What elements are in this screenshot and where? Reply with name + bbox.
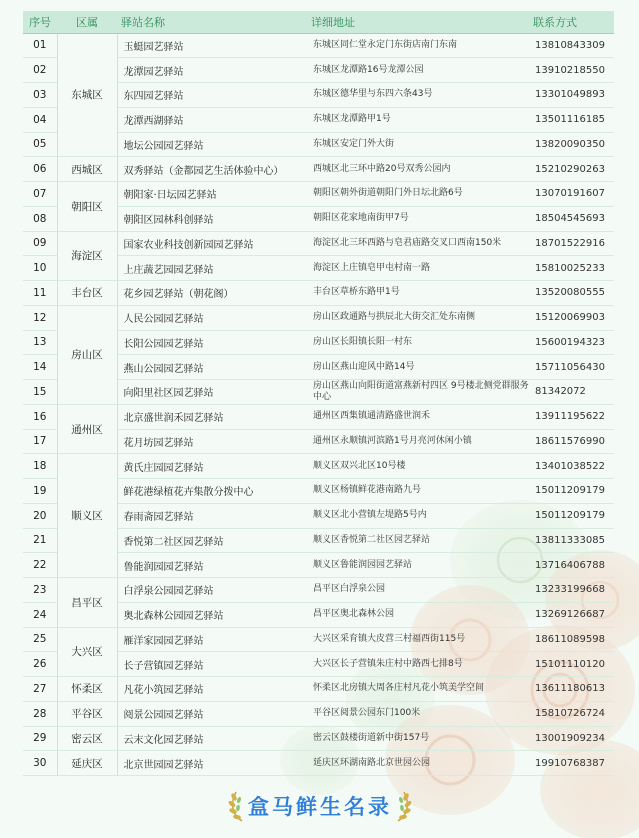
table-row xyxy=(23,305,614,330)
station-phone: 15600194323 xyxy=(529,330,614,355)
station-phone: 15810726724 xyxy=(529,701,614,726)
table-row xyxy=(23,182,614,207)
row-number: 26 xyxy=(23,652,57,677)
table-row xyxy=(23,578,614,603)
station-address: 东城区龙潭路16号龙潭公园 xyxy=(307,58,529,83)
station-phone: 18611576990 xyxy=(529,429,614,454)
row-number: 09 xyxy=(23,231,57,256)
station-name: 阅景公园园艺驿站 xyxy=(117,701,307,726)
station-name: 向阳里社区园艺驿站 xyxy=(117,380,307,405)
district-cell: 西城区 xyxy=(57,157,117,182)
row-number: 22 xyxy=(23,553,57,578)
station-name: 龙潭园艺驿站 xyxy=(117,58,307,83)
station-table-container xyxy=(23,11,614,776)
station-name: 东四园艺驿站 xyxy=(117,83,307,108)
station-address: 通州区西集镇通清路盛世润禾 xyxy=(307,404,529,429)
station-phone: 18701522916 xyxy=(529,231,614,256)
table-header-row xyxy=(23,11,614,33)
station-name: 雁洋家园园艺驿站 xyxy=(117,627,307,652)
station-phone: 13233199668 xyxy=(529,578,614,603)
district-cell: 朝阳区 xyxy=(57,182,117,232)
station-address: 顺义区鲁能润园园艺驿站 xyxy=(307,553,529,578)
table-row xyxy=(23,677,614,702)
station-name: 国家农业科技创新园园艺驿站 xyxy=(117,231,307,256)
station-phone: 13820090350 xyxy=(529,132,614,157)
station-phone: 13501116185 xyxy=(529,107,614,132)
header-name: 驿站名称 xyxy=(117,11,307,33)
station-phone: 13910218550 xyxy=(529,58,614,83)
row-number: 04 xyxy=(23,107,57,132)
station-name: 长阳公园园艺驿站 xyxy=(117,330,307,355)
row-number: 20 xyxy=(23,503,57,528)
station-address: 东城区同仁堂永定门东街店南门东南 xyxy=(307,33,529,58)
station-name: 春雨斋园艺驿站 xyxy=(117,503,307,528)
district-cell: 怀柔区 xyxy=(57,677,117,702)
table-row xyxy=(23,231,614,256)
row-number: 19 xyxy=(23,479,57,504)
station-phone: 15011209179 xyxy=(529,503,614,528)
table-row xyxy=(23,726,614,751)
station-phone: 18611089598 xyxy=(529,627,614,652)
station-address: 海淀区上庄镇皂甲屯村南一路 xyxy=(307,256,529,281)
footer-title-banner xyxy=(200,786,440,826)
station-address: 房山区燕山向阳街道富燕新村四区 9号楼北侧党群服务中心 xyxy=(307,380,529,405)
station-address: 顺义区双兴北区10号楼 xyxy=(307,454,529,479)
station-name: 燕山公园园艺驿站 xyxy=(117,355,307,380)
station-address: 平谷区阅景公园东门100米 xyxy=(307,701,529,726)
station-name: 花月坊园艺驿站 xyxy=(117,429,307,454)
station-phone: 13001909234 xyxy=(529,726,614,751)
station-phone: 13401038522 xyxy=(529,454,614,479)
table-row xyxy=(23,751,614,776)
station-name: 地坛公园园艺驿站 xyxy=(117,132,307,157)
station-name: 奥北森林公园园艺驿站 xyxy=(117,602,307,627)
station-name: 人民公园园艺驿站 xyxy=(117,305,307,330)
station-address: 怀柔区北房镇大周各庄村凡花小筑美学空间 xyxy=(307,677,529,702)
station-phone: 18504545693 xyxy=(529,206,614,231)
row-number: 08 xyxy=(23,206,57,231)
station-name: 云末文化园艺驿站 xyxy=(117,726,307,751)
station-address: 大兴区长子营镇朱庄村中路西七排8号 xyxy=(307,652,529,677)
station-phone: 13301049893 xyxy=(529,83,614,108)
row-number: 02 xyxy=(23,58,57,83)
row-number: 15 xyxy=(23,380,57,405)
station-phone: 15210290263 xyxy=(529,157,614,182)
row-number: 03 xyxy=(23,83,57,108)
table-row xyxy=(23,454,614,479)
station-address: 密云区鼓楼街道新中街157号 xyxy=(307,726,529,751)
row-number: 06 xyxy=(23,157,57,182)
table-row xyxy=(23,627,614,652)
district-cell: 通州区 xyxy=(57,404,117,454)
station-name: 玉蜓园艺驿站 xyxy=(117,33,307,58)
station-address: 东城区龙潭路甲1号 xyxy=(307,107,529,132)
station-address: 东城区安定门外大街 xyxy=(307,132,529,157)
station-name: 香悦第二社区园艺驿站 xyxy=(117,528,307,553)
station-name: 鲜花港绿植花卉集散分拨中心 xyxy=(117,479,307,504)
station-name: 长子营镇园艺驿站 xyxy=(117,652,307,677)
row-number: 10 xyxy=(23,256,57,281)
row-number: 12 xyxy=(23,305,57,330)
district-cell: 海淀区 xyxy=(57,231,117,281)
row-number: 29 xyxy=(23,726,57,751)
station-address: 朝阳区朝外街道朝阳门外日坛北路6号 xyxy=(307,182,529,207)
table-row xyxy=(23,281,614,306)
station-phone: 15101110120 xyxy=(529,652,614,677)
station-table xyxy=(23,11,614,776)
station-phone: 13269126687 xyxy=(529,602,614,627)
station-phone: 13810843309 xyxy=(529,33,614,58)
row-number: 17 xyxy=(23,429,57,454)
row-number: 23 xyxy=(23,578,57,603)
footer-title: 盒马鲜生名录 xyxy=(248,795,392,819)
station-address: 房山区政通路与拱辰北大街交汇处东南侧 xyxy=(307,305,529,330)
station-phone: 19910768387 xyxy=(529,751,614,776)
row-number: 01 xyxy=(23,33,57,58)
station-name: 鲁能润园园艺驿站 xyxy=(117,553,307,578)
table-row xyxy=(23,157,614,182)
row-number: 07 xyxy=(23,182,57,207)
station-phone: 13520080555 xyxy=(529,281,614,306)
station-address: 房山区燕山迎风中路14号 xyxy=(307,355,529,380)
row-number: 24 xyxy=(23,602,57,627)
station-name: 龙潭西湖驿站 xyxy=(117,107,307,132)
row-number: 25 xyxy=(23,627,57,652)
district-cell: 东城区 xyxy=(57,33,117,157)
station-address: 丰台区草桥东路甲1号 xyxy=(307,281,529,306)
header-address: 详细地址 xyxy=(307,11,529,33)
district-cell: 密云区 xyxy=(57,726,117,751)
station-name: 上庄蔬艺园园艺驿站 xyxy=(117,256,307,281)
row-number: 27 xyxy=(23,677,57,702)
station-address: 房山区长阳镇长阳一村东 xyxy=(307,330,529,355)
district-cell: 昌平区 xyxy=(57,578,117,628)
row-number: 14 xyxy=(23,355,57,380)
laurel-right-icon xyxy=(392,789,414,823)
station-phone: 13070191607 xyxy=(529,182,614,207)
station-phone: 15711056430 xyxy=(529,355,614,380)
header-phone: 联系方式 xyxy=(529,11,614,33)
district-cell: 丰台区 xyxy=(57,281,117,306)
station-address: 东城区德华里与东四六条43号 xyxy=(307,83,529,108)
district-cell: 顺义区 xyxy=(57,454,117,578)
row-number: 21 xyxy=(23,528,57,553)
table-row xyxy=(23,33,614,58)
station-address: 海淀区北三环西路与皂君庙路交叉口西南150米 xyxy=(307,231,529,256)
station-address: 顺义区北小营镇左堤路5号内 xyxy=(307,503,529,528)
row-number: 05 xyxy=(23,132,57,157)
station-name: 北京世园园艺驿站 xyxy=(117,751,307,776)
district-cell: 平谷区 xyxy=(57,701,117,726)
station-phone: 81342072 xyxy=(529,380,614,405)
station-name: 白浮泉公园园艺驿站 xyxy=(117,578,307,603)
row-number: 13 xyxy=(23,330,57,355)
station-phone: 13911195622 xyxy=(529,404,614,429)
station-name: 凡花小筑园艺驿站 xyxy=(117,677,307,702)
row-number: 30 xyxy=(23,751,57,776)
station-address: 昌平区奥北森林公园 xyxy=(307,602,529,627)
station-address: 西城区北三环中路20号双秀公园内 xyxy=(307,157,529,182)
station-address: 顺义区香悦第二社区园艺驿站 xyxy=(307,528,529,553)
station-name: 北京盛世润禾园艺驿站 xyxy=(117,404,307,429)
station-address: 大兴区采育镇大皮营三村福西街115号 xyxy=(307,627,529,652)
station-phone: 13611180613 xyxy=(529,677,614,702)
laurel-left-icon xyxy=(226,789,248,823)
district-cell: 房山区 xyxy=(57,305,117,404)
station-phone: 15120069903 xyxy=(529,305,614,330)
row-number: 28 xyxy=(23,701,57,726)
station-address: 昌平区白浮泉公园 xyxy=(307,578,529,603)
district-cell: 大兴区 xyxy=(57,627,117,677)
station-address: 顺义区杨镇鲜花港南路九号 xyxy=(307,479,529,504)
station-phone: 15810025233 xyxy=(529,256,614,281)
table-row xyxy=(23,701,614,726)
row-number: 16 xyxy=(23,404,57,429)
station-name: 花乡园艺驿站（朝花阁） xyxy=(117,281,307,306)
station-phone: 15011209179 xyxy=(529,479,614,504)
station-address: 延庆区环湖南路北京世园公园 xyxy=(307,751,529,776)
station-name: 黄氏庄园园艺驿站 xyxy=(117,454,307,479)
row-number: 18 xyxy=(23,454,57,479)
table-row xyxy=(23,404,614,429)
header-no: 序号 xyxy=(23,11,57,33)
station-address: 通州区永顺镇河滨路1号月亮河休闲小镇 xyxy=(307,429,529,454)
station-phone: 13716406788 xyxy=(529,553,614,578)
station-address: 朝阳区花家地南街甲7号 xyxy=(307,206,529,231)
station-name: 朝阳区园林科创驿站 xyxy=(117,206,307,231)
station-name: 朝阳家·日坛园艺驿站 xyxy=(117,182,307,207)
district-cell: 延庆区 xyxy=(57,751,117,776)
station-name: 双秀驿站（金都园艺生活体验中心） xyxy=(117,157,307,182)
row-number: 11 xyxy=(23,281,57,306)
station-phone: 13811333085 xyxy=(529,528,614,553)
header-district: 区属 xyxy=(57,11,117,33)
